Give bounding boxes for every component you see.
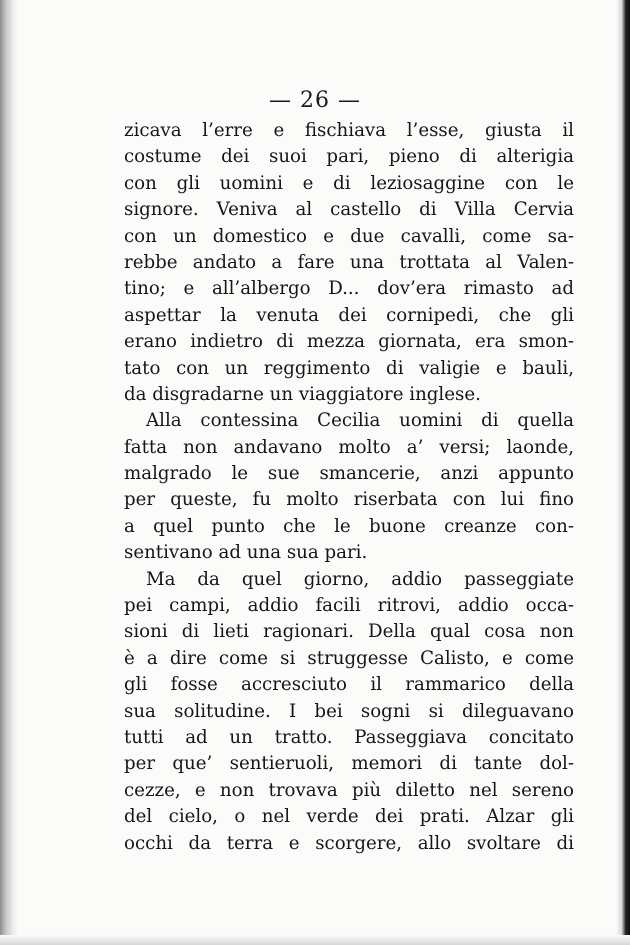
text-line: tato con un reggimento di valigie e bauli, [124,357,574,379]
text-line: costume dei suoi pari, pieno di alterigia [124,146,574,168]
text-line: erano indietro di mezza giornata, era smon- [124,331,574,353]
text-line-paragraph-start: Ma da quel giorno, addio passeggiate [146,568,574,590]
text-line: sioni di lieti ragionari. Della qual cosa non [124,621,574,643]
text-line: con gli uomini e di leziosaggine con le [124,172,574,194]
text-line: rebbe andato a fare una trottata al Valen- [124,251,574,273]
text-line-paragraph-start: Alla contessina Cecilia uomini di quella [146,410,574,432]
text-line: cezze, e non trovava più diletto nel sereno [124,779,574,801]
text-line: tino; e all’albergo D... dov’era rimasto ad [124,278,574,300]
text-line: a quel punto che le buone creanze con- [124,515,574,537]
text-line: sua solitudine. I bei sogni si dileguavano [124,700,574,722]
text-line: malgrado le sue smancerie, anzi appunto [124,463,574,485]
page-left-edge-shadow [0,0,18,945]
text-line: fatta non andavano molto a’ versi; laonde, [124,436,574,458]
text-line: tutti ad un tratto. Passeggiava concitato [124,726,574,748]
body-text [124,118,574,857]
text-line: del cielo, o nel verde dei prati. Alzar gli [124,806,574,828]
text-line: signore. Veniva al castello di Villa Cervia [124,199,574,221]
text-line: per queste, fu molto riserbata con lui fino [124,489,574,511]
text-line: aspettar la venuta dei cornipedi, che gli [124,304,574,326]
text-line-paragraph-end: sentivano ad una sua pari. [124,542,368,564]
text-line: pei campi, addio facili ritrovi, addio occa- [124,595,574,617]
text-line: con un domestico e due cavalli, come sa- [124,225,574,247]
text-line: gli fosse accresciuto il rammarico della [124,674,574,696]
text-line: occhi da terra e scorgere, allo svoltare di [124,832,574,854]
page-number: — 26 — [269,88,361,113]
text-line: zicava l’erre e fischiava l’esse, giusta il [124,120,574,141]
page-bottom-edge-shadow [0,935,630,945]
text-line: è a dire come si struggesse Calisto, e come [124,647,574,669]
page-right-edge-shadow [616,0,630,945]
text-line-paragraph-end: da disgradarne un viaggiatore inglese. [124,383,481,405]
text-line: per que’ sentieruoli, memori di tante dol- [124,753,574,775]
